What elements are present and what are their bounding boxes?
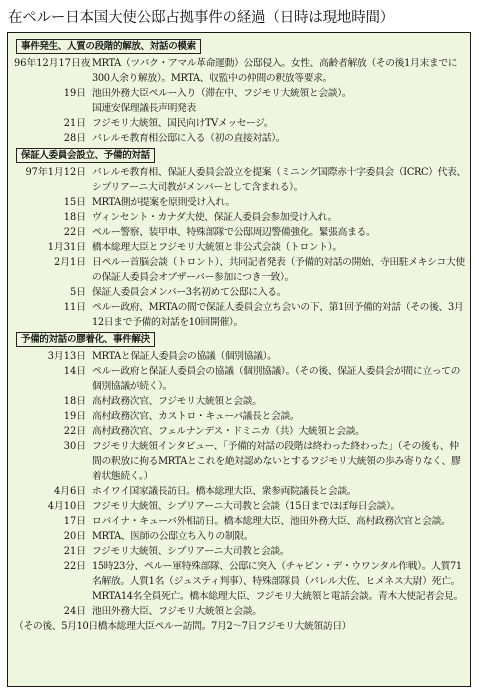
timeline-entry — [14, 131, 466, 146]
entry-text: 池田外務大臣ペルー入り（滞在中、フジモリ大統領と会談）。 — [92, 88, 352, 99]
timeline-entry — [14, 559, 466, 604]
entry-date: 20日 — [63, 531, 86, 542]
entry-date: 18日 — [63, 212, 86, 223]
section-heading-wrap — [16, 148, 466, 163]
entry-text: 高村政務次官、フェルナンデス・ドミニカ（共）大統領と会談。 — [92, 426, 365, 437]
timeline-entry — [14, 409, 466, 424]
entry-date: 21日 — [63, 546, 86, 557]
entry-text: パレルモ教育相、保証人委員会設立を提案（ミニング国際赤十字委員会（ICRC）代表、シプリアーニ大司教がメンバーとして含まれる）。 — [92, 167, 466, 193]
entry-text: ホイワイ国家議長訪日。橋本総理大臣、衆参両院議長と会談。 — [92, 486, 357, 497]
entry-text: ロバイナ・キューバ外相訪日。橋本総理大臣、池田外務大臣、高村政務次官と会談。 — [92, 516, 451, 527]
timeline-entry — [14, 349, 466, 364]
entry-text: 日ペルー首脳会談（トロント）、共同記者発表（予備的対話の開始、寺田駐メキシコ大使の保証人委員会オブザーバー参加につき一致）。 — [92, 257, 465, 283]
entry-date: 1月31日 — [47, 242, 86, 253]
timeline-entry — [14, 484, 466, 499]
entry-date: 97年1月12日 — [25, 167, 86, 178]
entry-text: 高村政務次官、フジモリ大統領と会談。 — [92, 396, 262, 407]
timeline-entry — [14, 225, 466, 240]
entry-date: 22日 — [63, 227, 86, 238]
entry-date: 30日 — [63, 441, 86, 452]
entry-date: 21日 — [63, 118, 86, 129]
entry-date: 24日 — [63, 606, 86, 617]
timeline-content — [14, 37, 466, 634]
timeline-entry — [14, 544, 466, 559]
section-heading-wrap — [16, 39, 466, 54]
timeline-entry — [14, 165, 466, 195]
section-heading-wrap — [16, 332, 466, 347]
entry-text: 国連安保理議長声明発表 — [92, 103, 196, 114]
entry-text: MRTA、医師の公邸立ち入りの制限。 — [92, 531, 254, 542]
entry-date: 4月10日 — [47, 501, 86, 512]
timeline-entry — [14, 285, 466, 300]
footer-note: （その後、5月10日橋本総理大臣ペルー訪問。7月2～7日フジモリ大統領訪日） — [14, 621, 352, 632]
entry-text: 高村政務次官、カストロ・キューバ議長と会談。 — [92, 411, 300, 422]
entry-text: 橋本総理大臣とフジモリ大統領と非公式会談（トロント）。 — [92, 242, 342, 253]
entry-text: パレルモ教育相公邸に入る（初の直接対話）。 — [92, 133, 286, 144]
entry-date: 4月6日 — [53, 486, 86, 497]
entry-date: 28日 — [63, 133, 86, 144]
entry-date: 22日 — [63, 561, 86, 572]
entry-date: 19日 — [63, 88, 86, 99]
timeline-entry — [14, 240, 466, 255]
entry-date — [14, 101, 92, 116]
timeline-entry — [14, 514, 466, 529]
entry-text: MRTA（ツパク・アマル革命運動）公邸侵入。女性、高齢者解放（その後1月末までに300人余り解放）。MRTA、収監中の仲間の釈放等要求。 — [92, 58, 458, 84]
timeline-entry — [14, 210, 466, 225]
entry-text: MRTAと保証人委員会の協議（個別協議）。 — [92, 351, 277, 362]
entry-date: 3月13日 — [47, 351, 86, 362]
entry-date: 14日 — [63, 366, 86, 377]
timeline-entry — [14, 499, 466, 514]
entry-text: ペルー政府、MRTAの間で保証人委員会立ち会いの下、第1回予備的対話（その後、3月12日まで予備的対話を10回開催）。 — [92, 302, 464, 328]
section-heading: 事件発生、人質の段階的解放、対話の模索 — [16, 39, 201, 54]
entry-date: 2月1日 — [53, 257, 86, 268]
entry-date: 18日 — [63, 396, 86, 407]
entry-date: 5日 — [69, 287, 86, 298]
timeline-entry — [14, 529, 466, 544]
entry-date: 15日 — [63, 197, 86, 208]
timeline-entry — [14, 255, 466, 285]
entry-text: 15時23分、ペルー軍特殊部隊、公邸に突入（チャビン・デ・ウワンタル作戦）。人質71名解放。人質1名（ジュスティ判事）、特殊部隊員（パレル大佐、ヒメネス大尉）死亡。MRTA14名全員死亡。橋本総理大臣、フジモリ大統領と電話会談。青木大使記者会見。 — [92, 561, 463, 602]
entry-text: フジモリ大統領、国民向けTVメッセージ。 — [92, 118, 274, 129]
entry-text: フジモリ大統領、シプリアーニ大司教と会談。 — [92, 546, 290, 557]
timeline-entry — [14, 424, 466, 439]
timeline-entry — [14, 364, 466, 394]
entry-text: ヴィンセント・カナダ大使、保証人委員会参加受け入れ。 — [92, 212, 338, 223]
timeline-box — [7, 32, 471, 687]
entry-text: MRTA側が提案を原則受け入れ。 — [92, 197, 235, 208]
entry-text: ペルー警察、装甲車、特殊部隊で公邸周辺警備強化。緊張高まる。 — [92, 227, 376, 238]
timeline-entry — [14, 604, 466, 619]
entry-text: ペルー政府と保証人委員会の協議（個別協議）。（その後、保証人委員会が間に立っての個別協議が続く）。 — [92, 366, 461, 392]
entry-date: 19日 — [63, 411, 86, 422]
page-title: 在ペルー日本国大使公邸占拠事件の経過（日時は現地時間） — [8, 10, 395, 26]
timeline-entry — [14, 86, 466, 101]
timeline-entry — [14, 56, 466, 86]
entry-date: 22日 — [63, 426, 86, 437]
timeline-entry — [14, 300, 466, 330]
entry-date: 96年12月17日夜 — [14, 58, 91, 69]
entry-text: フジモリ大統領、シプリアーニ大司教と会談（15日までほぼ毎日会談）。 — [92, 501, 401, 512]
timeline-entry — [14, 116, 466, 131]
section-heading: 予備的対話の膠着化、事件解決 — [16, 332, 155, 347]
entry-date: 17日 — [63, 516, 86, 527]
timeline-entry — [14, 195, 466, 210]
timeline-entry — [14, 394, 466, 409]
section-heading: 保証人委員会設立、予備的対話 — [16, 148, 155, 163]
entry-date: 11日 — [63, 302, 86, 313]
timeline-entry — [14, 101, 466, 116]
entry-text: フジモリ大統領インタビュー、「予備的対話の段階は終わった終わった」（その後も、仲間の釈放に拘るMRTAとこれを絶対認めないとするフジモリ大統領の歩み寄りなく、膠着状態続く。） — [92, 441, 461, 482]
entry-text: 池田外務大臣、フジモリ大統領と会談。 — [92, 606, 262, 617]
timeline-entry — [14, 439, 466, 484]
entry-text: 保証人委員会メンバー3名初めて公邸に入る。 — [92, 287, 287, 298]
